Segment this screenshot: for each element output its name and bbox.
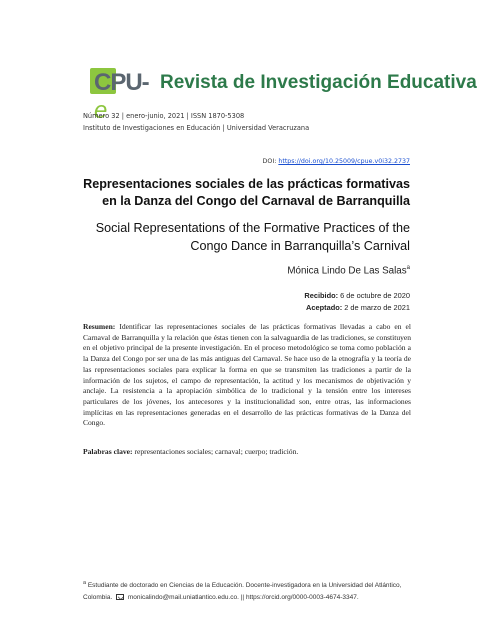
author-text: Mónica Lindo De Las Salas (287, 265, 407, 277)
keywords (83, 447, 411, 456)
accepted-date: Aceptado: 2 de marzo de 2021 (306, 303, 410, 312)
article-title-en: Social Representations of the Formative Practices of the Congo Dance in Barranquilla’s Carnival (95, 221, 410, 253)
issue-line: Número 32 | enero-junio, 2021 | ISSN 1870-5308 (83, 112, 245, 120)
issue-info (83, 110, 309, 134)
keywords-text: representaciones sociales; carnaval; cuerpo; tradición. (134, 447, 299, 456)
footnote-affiliation: Estudiante de doctorado en Ciencias de la Educación. Docente-investigadora en la Universidad del Atlántico, Colombia. (83, 582, 402, 601)
article-dates (304, 290, 410, 314)
abstract-label: Resumen: (83, 322, 116, 331)
institute-line: Instituto de Investigaciones en Educación | Universidad Veracruzana (83, 124, 310, 132)
doi-link[interactable]: https://doi.org/10.25009/cpue.v0i32.2737 (278, 158, 410, 165)
journal-title: Revista de Investigación Educativa (160, 72, 477, 93)
footnote-email[interactable]: monicalindo@mail.uniatlantico.edu.co. (127, 593, 239, 601)
author-name (287, 265, 410, 276)
footnote-separator: || (240, 593, 245, 601)
doi-label: DOI: (262, 158, 277, 165)
author-footnote-mark: a (406, 265, 410, 271)
logo-text: CPU-e (94, 69, 149, 124)
author-footnote (83, 578, 413, 603)
footnote-mark: a (83, 580, 87, 586)
footnote-orcid[interactable]: https://orcid.org/0000-0003-4674-3347. (245, 593, 359, 601)
keywords-label: Palabras clave: (83, 447, 133, 456)
received-date: Recibido: 6 de octubre de 2020 (304, 291, 410, 300)
abstract-text: Identificar las representaciones sociales de las prácticas formativas llevadas a cabo en el Carnaval de Barranquilla y la relación que éstas tienen con la salvaguardia de las tradiciones, se constituyen en el objetivo principal de la presente investigación. En el proceso metodológico se toma como población a la Danza del Congo por ser una de las más antiguas del Carnaval. Se hace uso de la etnografía y la teoría de las representaciones sociales para explicar la forma en que se transmiten las tradiciones a partir de la información de los sujetos, el campo de representación, la actitud y los mecanismos de objetivación y anclaje. La resistencia a la apropiación simbólica de lo tradicional y la tensión entre los intereses particulares de los jóvenes, los antecesores y la institucionalidad son, entre otras, las informaciones implícitas en las representaciones generadas en el desarrollo de las prácticas formativas de la Danza del Congo. (83, 322, 411, 428)
cpu-e-logo-icon (90, 66, 158, 124)
mail-icon (116, 594, 124, 600)
doi-line (263, 158, 410, 165)
article-title-es: Representaciones sociales de las prácticas formativas en la Danza del Congo del Carnaval de Barranquilla (83, 177, 410, 208)
abstract (83, 322, 411, 429)
